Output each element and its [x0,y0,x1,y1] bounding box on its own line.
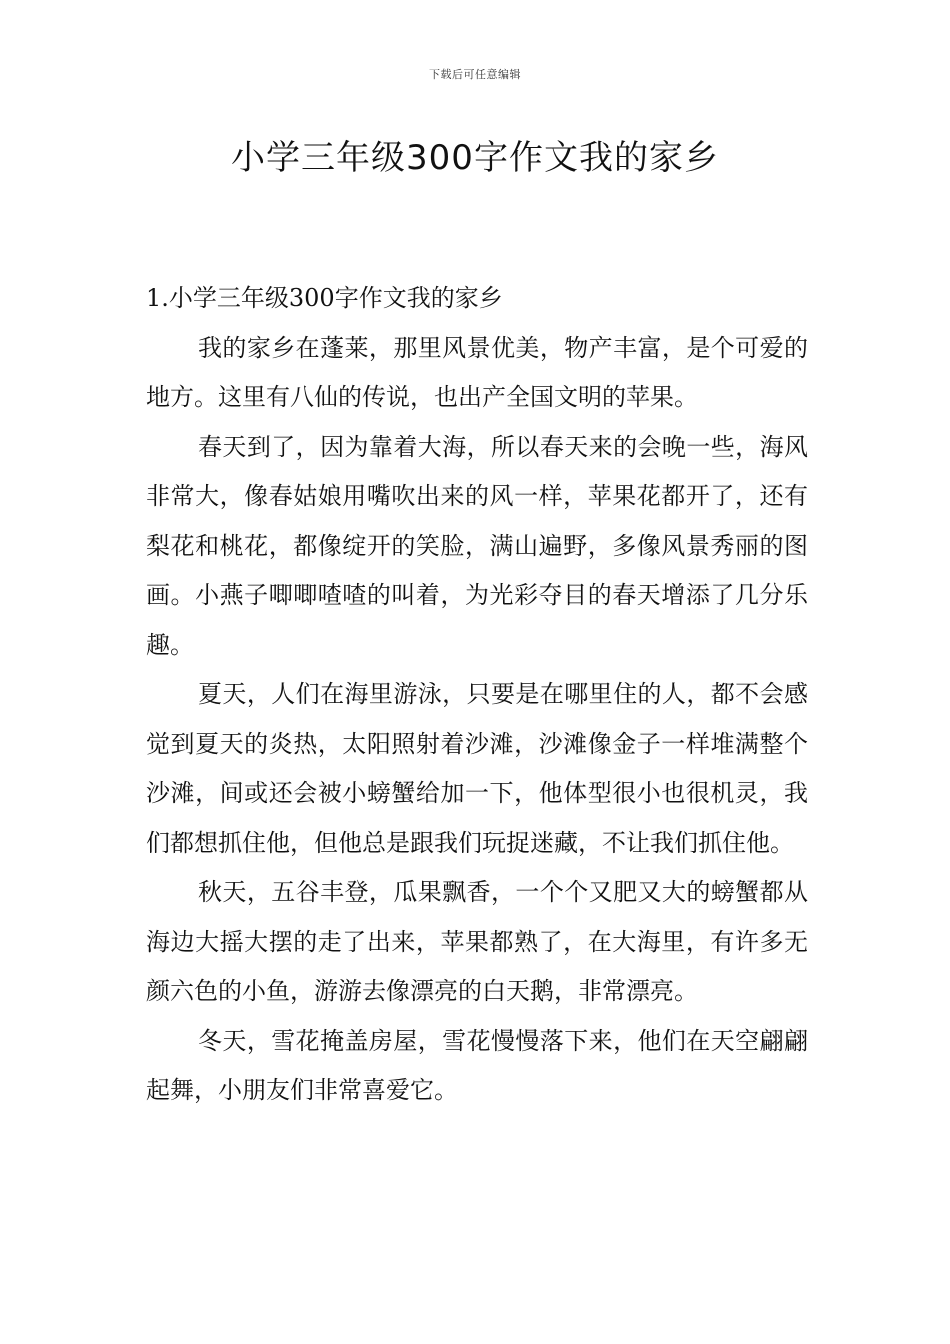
document-body [146,274,808,1116]
paragraph-autumn: 秋天，五谷丰登，瓜果飘香，一个个又肥又大的螃蟹都从海边大摇大摆的走了出来，苹果都熟了，在大海里，有许多无颜六色的小鱼，游游去像漂亮的白天鹅，非常漂亮。 [146,878,808,1005]
paragraph-spring: 春天到了，因为靠着大海，所以春天来的会晚一些，海风非常大，像春姑娘用嘴吹出来的风一样，苹果花都开了，还有梨花和桃花，都像绽开的笑脸，满山遍野，多像风景秀丽的图画。小燕子唧唧喳喳的叫着，为光彩夺目的春天增添了几分乐趣。 [146,432,808,659]
paragraph-winter: 冬天，雪花掩盖房屋，雪花慢慢落下来，他们在天空翩翩起舞，小朋友们非常喜爱它。 [146,1026,808,1104]
section-heading: 1.小学三年级300字作文我的家乡 [146,284,503,312]
paragraph-intro: 我的家乡在蓬莱，那里风景优美，物产丰富，是个可爱的地方。这里有八仙的传说，也出产全国文明的苹果。 [146,333,808,411]
document-title: 小学三年级300字作文我的家乡 [231,138,719,178]
header-note: 下载后可任意编辑 [429,68,521,81]
paragraph-summer: 夏天，人们在海里游泳，只要是在哪里住的人，都不会感觉到夏天的炎热，太阳照射着沙滩，沙滩像金子一样堆满整个沙滩，间或还会被小螃蟹给加一下，他体型很小也很机灵，我们都想抓住他，但他总是跟我们玩捉迷藏，不让我们抓住他。 [146,680,808,857]
